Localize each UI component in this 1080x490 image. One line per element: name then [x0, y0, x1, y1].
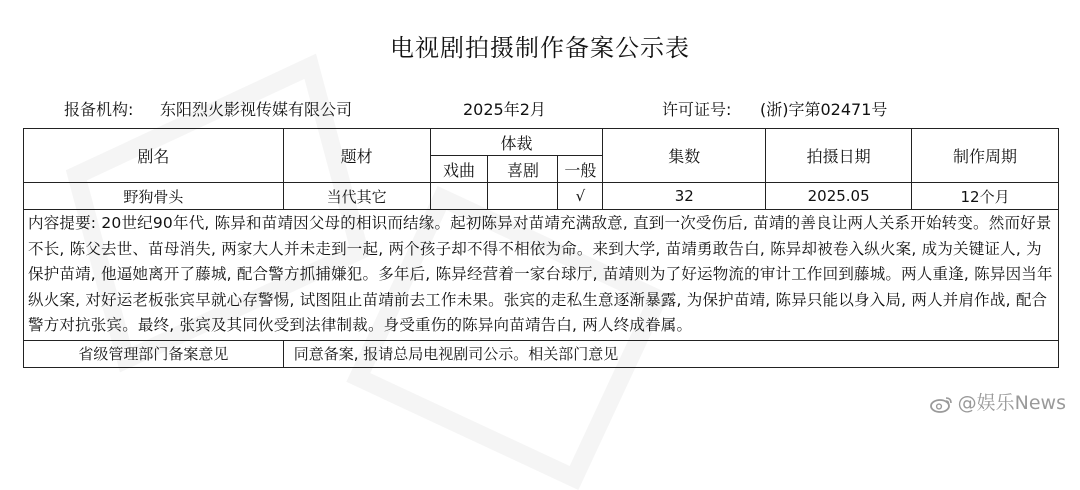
cell-shoot-date: 2025.05 — [766, 183, 912, 210]
org-label: 报备机构: — [64, 100, 134, 119]
header-genre-comedy: 喜剧 — [488, 156, 558, 183]
synopsis-text: 内容提要: 20世纪90年代, 陈异和苗靖因父母的相识而结缘。起初陈异对苗靖充满敌意, 直到一次受伤后, 苗靖的善良让两人关系开始转变。然而好景不长, 陈父去世、苗母消失, 两家大人并未走到一起, 两个孩子却不得不相依为命。来到大学, 苗靖勇敢告白, 陈异却被卷入纵火案, 成为关键证人, 为保护苗靖, 他逼她离开了藤城, 配合警方抓捕嫌犯。多年后, 陈异经营着一家台球厅, 苗靖则为了好运物流的审计工作回到藤城。两人重逢, 陈异因当年纵火案, 对好运老板张宾早就心存警惕, 试图阻止苗靖前去工作未果。张宾的走私生意逐渐暴露, 为保护苗靖, 陈异只能以身入局, 两人并肩作战, 配合警方对抗张宾。最终, 张宾及其同伙受到法律制裁。身受重伤的陈异向苗靖告白, 两人终成眷属。 — [24, 210, 1059, 341]
license-number: (浙)字第02471号 — [760, 100, 888, 119]
footer-label: 省级管理部门备案意见 — [24, 340, 284, 367]
header-shoot-date: 拍摄日期 — [766, 129, 912, 183]
filing-table — [23, 128, 1059, 368]
page-title: 电视剧拍摄制作备案公示表 — [390, 34, 690, 62]
cell-cycle: 12个月 — [912, 183, 1059, 210]
cell-genre-comedy — [488, 183, 558, 210]
cell-subject: 当代其它 — [283, 183, 430, 210]
header-genre-general: 一般 — [558, 156, 603, 183]
cell-name: 野狗骨头 — [24, 183, 284, 210]
cell-genre-general: √ — [558, 183, 603, 210]
header-genre-group: 体裁 — [430, 129, 603, 156]
header-name: 剧名 — [24, 129, 284, 183]
watermark-text: @娱乐News — [957, 392, 1066, 414]
header-episodes: 集数 — [603, 129, 766, 183]
cell-genre-opera — [430, 183, 488, 210]
filing-date: 2025年2月 — [463, 100, 546, 119]
header-genre-opera: 戏曲 — [430, 156, 488, 183]
header-cycle: 制作周期 — [912, 129, 1059, 183]
weibo-icon — [930, 395, 954, 413]
source-watermark — [930, 388, 1066, 415]
org-name: 东阳烈火影视传媒有限公司 — [160, 100, 353, 119]
cell-episodes: 32 — [603, 183, 766, 210]
license-label: 许可证号: — [662, 100, 732, 119]
footer-value: 同意备案, 报请总局电视剧司公示。相关部门意见 — [283, 340, 1058, 367]
header-subject: 题材 — [283, 129, 430, 183]
